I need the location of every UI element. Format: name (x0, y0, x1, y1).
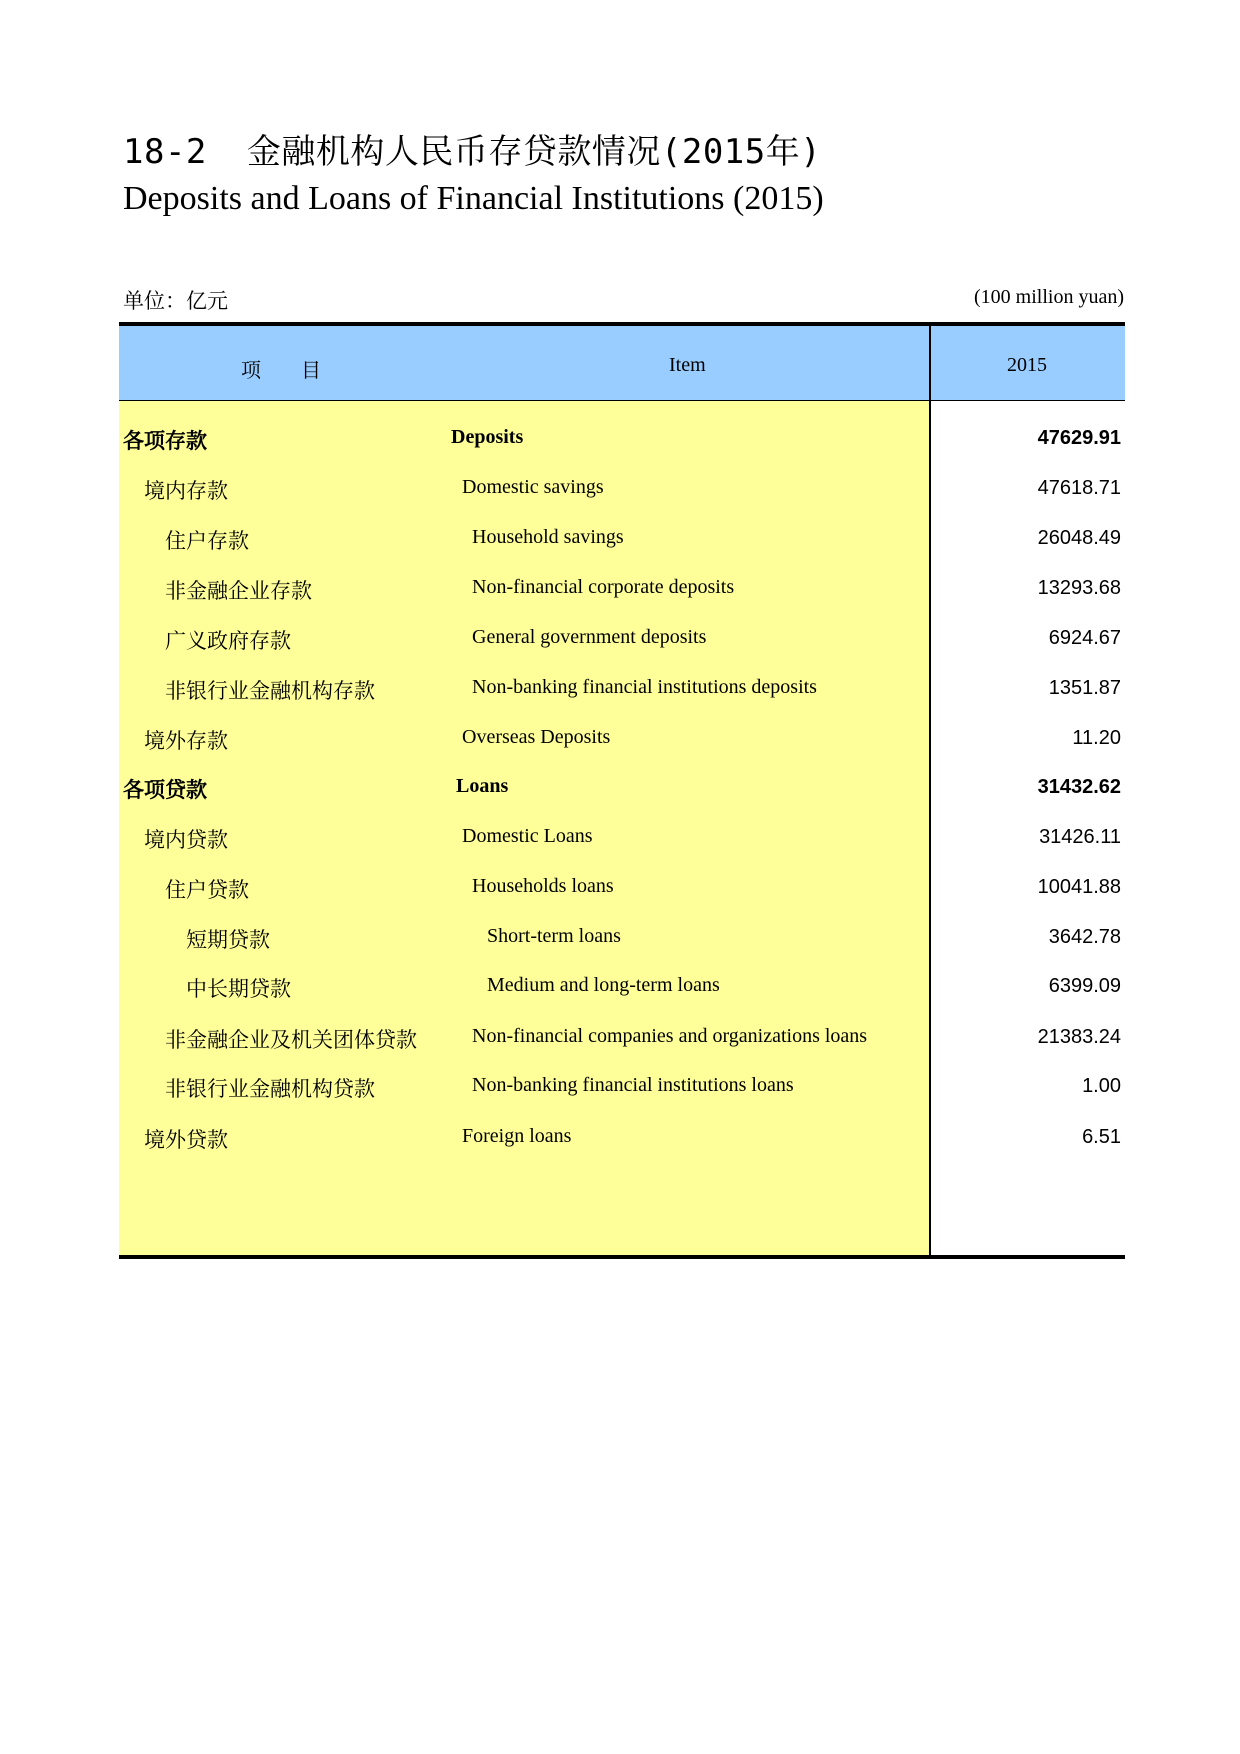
row-label-en: Non-banking financial institutions deposits (472, 676, 817, 698)
row-label-cn: 中长期贷款 (186, 977, 291, 1001)
table-number: 18-2 (123, 132, 207, 172)
table-row-deposits (119, 419, 1125, 459)
header-item-cn-part1: 项 (241, 360, 261, 382)
row-label-cn: 境外存款 (144, 729, 228, 753)
row-value: 6924.67 (1048, 627, 1121, 649)
header-year: 2015 (1007, 354, 1047, 376)
row-label-en: Non-banking financial institutions loans (472, 1074, 794, 1096)
row-value: 11.20 (1072, 727, 1121, 749)
row-label-cn: 非银行业金融机构贷款 (165, 1077, 375, 1101)
row-value: 3642.78 (1048, 926, 1121, 948)
unit-label-cn: 单位：亿元 (123, 289, 228, 313)
table-row (119, 967, 1125, 1007)
table-row (119, 619, 1125, 659)
row-label-en: Foreign loans (462, 1125, 572, 1147)
row-label-cn: 各项存款 (123, 429, 207, 453)
row-value: 47629.91 (1037, 427, 1121, 449)
table-row (119, 918, 1125, 958)
row-value: 13293.68 (1037, 577, 1121, 599)
row-label-en: Overseas Deposits (462, 726, 611, 748)
table-row (119, 1118, 1125, 1158)
row-label-cn: 境内存款 (144, 479, 228, 503)
page-title-en: Deposits and Loans of Financial Institutions (2015) (123, 180, 824, 217)
row-label-en: Non-financial companies and organizations loans (472, 1025, 868, 1047)
table-row (119, 1018, 1125, 1058)
row-label-en: Short-term loans (487, 925, 621, 947)
row-label-en: Domestic Loans (462, 825, 593, 847)
table-row (119, 469, 1125, 509)
row-label-cn: 广义政府存款 (165, 629, 291, 653)
row-label-en: Domestic savings (462, 476, 604, 498)
title-cn-text: 金融机构人民币存贷款情况(2015年) (246, 132, 822, 172)
row-value: 6399.09 (1048, 975, 1121, 997)
row-value: 10041.88 (1037, 876, 1121, 898)
row-label-cn: 住户贷款 (165, 878, 249, 902)
row-label-cn: 非金融企业存款 (165, 579, 312, 603)
row-label-en: Households loans (472, 875, 614, 897)
table-row (119, 669, 1125, 709)
row-label-cn: 住户存款 (165, 529, 249, 553)
row-label-cn: 非金融企业及机关团体贷款 (165, 1028, 417, 1052)
row-label-cn: 非银行业金融机构存款 (165, 679, 375, 703)
row-value: 6.51 (1082, 1126, 1121, 1148)
unit-label-en: (100 million yuan) (974, 286, 1124, 308)
row-label-en: General government deposits (472, 626, 707, 648)
row-label-en: Loans (456, 775, 509, 797)
row-label-en: Non-financial corporate deposits (472, 576, 735, 598)
row-label-cn: 短期贷款 (186, 928, 270, 952)
row-label-en: Medium and long-term loans (487, 974, 720, 996)
row-value: 1351.87 (1048, 677, 1121, 699)
header-item-en: Item (669, 354, 706, 376)
row-value: 31426.11 (1039, 826, 1121, 848)
table-row-loans (119, 768, 1125, 808)
table-row (119, 569, 1125, 609)
table-header (119, 326, 1125, 401)
row-label-cn: 境内贷款 (144, 828, 228, 852)
row-label-cn: 境外贷款 (144, 1128, 228, 1152)
row-label-cn: 各项贷款 (123, 778, 207, 802)
row-value: 21383.24 (1037, 1026, 1121, 1048)
row-label-en: Deposits (451, 426, 524, 448)
table-bottom-rule (119, 1255, 1125, 1259)
row-label-en: Household savings (472, 526, 624, 548)
header-item-cn (241, 354, 321, 383)
row-value: 31432.62 (1037, 776, 1121, 798)
header-item-cn-part2: 目 (301, 360, 321, 382)
row-value: 47618.71 (1037, 477, 1121, 499)
page-title-cn (123, 124, 821, 173)
table-row (119, 519, 1125, 559)
table-row (119, 719, 1125, 759)
table-row (119, 868, 1125, 908)
table-row (119, 818, 1125, 858)
table-row (119, 1067, 1125, 1107)
data-table (119, 322, 1125, 1259)
row-value: 1.00 (1082, 1075, 1121, 1097)
row-value: 26048.49 (1037, 527, 1121, 549)
